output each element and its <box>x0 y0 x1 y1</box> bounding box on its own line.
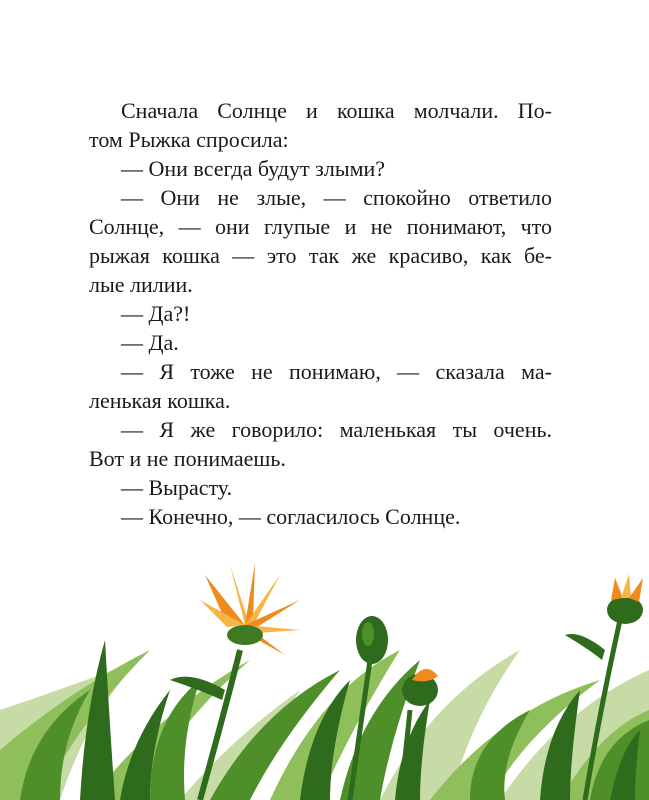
text-line-9: — Да. <box>121 330 179 355</box>
text-line-12: — Я же говорило: маленькая ты очень. <box>121 417 552 442</box>
text-line-15: — Конечно, — согласилось Солнце. <box>121 504 461 529</box>
text-line-4: — Они не злые, — спокойно ответило <box>121 185 552 210</box>
text-line-3: — Они всегда будут злыми? <box>121 156 386 181</box>
text-line-7: лые лилии. <box>89 272 193 297</box>
text-line-11: ленькая кошка. <box>89 388 231 413</box>
text-line-10: — Я тоже не понимаю, — сказала ма- <box>121 359 552 384</box>
text-line-14: — Вырасту. <box>121 475 233 500</box>
text-line-8: — Да?! <box>121 301 191 326</box>
text-line-6: рыжая кошка — это так же красиво, как бе- <box>89 243 552 268</box>
orange-flower-icon <box>200 563 300 655</box>
text-line-2: том Рыжка спросила: <box>89 127 289 152</box>
text-line-1: Сначала Солнце и кошка молчали. По- <box>121 98 552 123</box>
grass-illustration <box>0 540 649 800</box>
text-line-13: Вот и не понимаешь. <box>89 446 286 471</box>
green-bud-icon <box>356 616 388 664</box>
text-line-5: Солнце, — они глупые и не понимают, что <box>89 214 552 239</box>
orange-flower-right-icon <box>607 574 643 624</box>
